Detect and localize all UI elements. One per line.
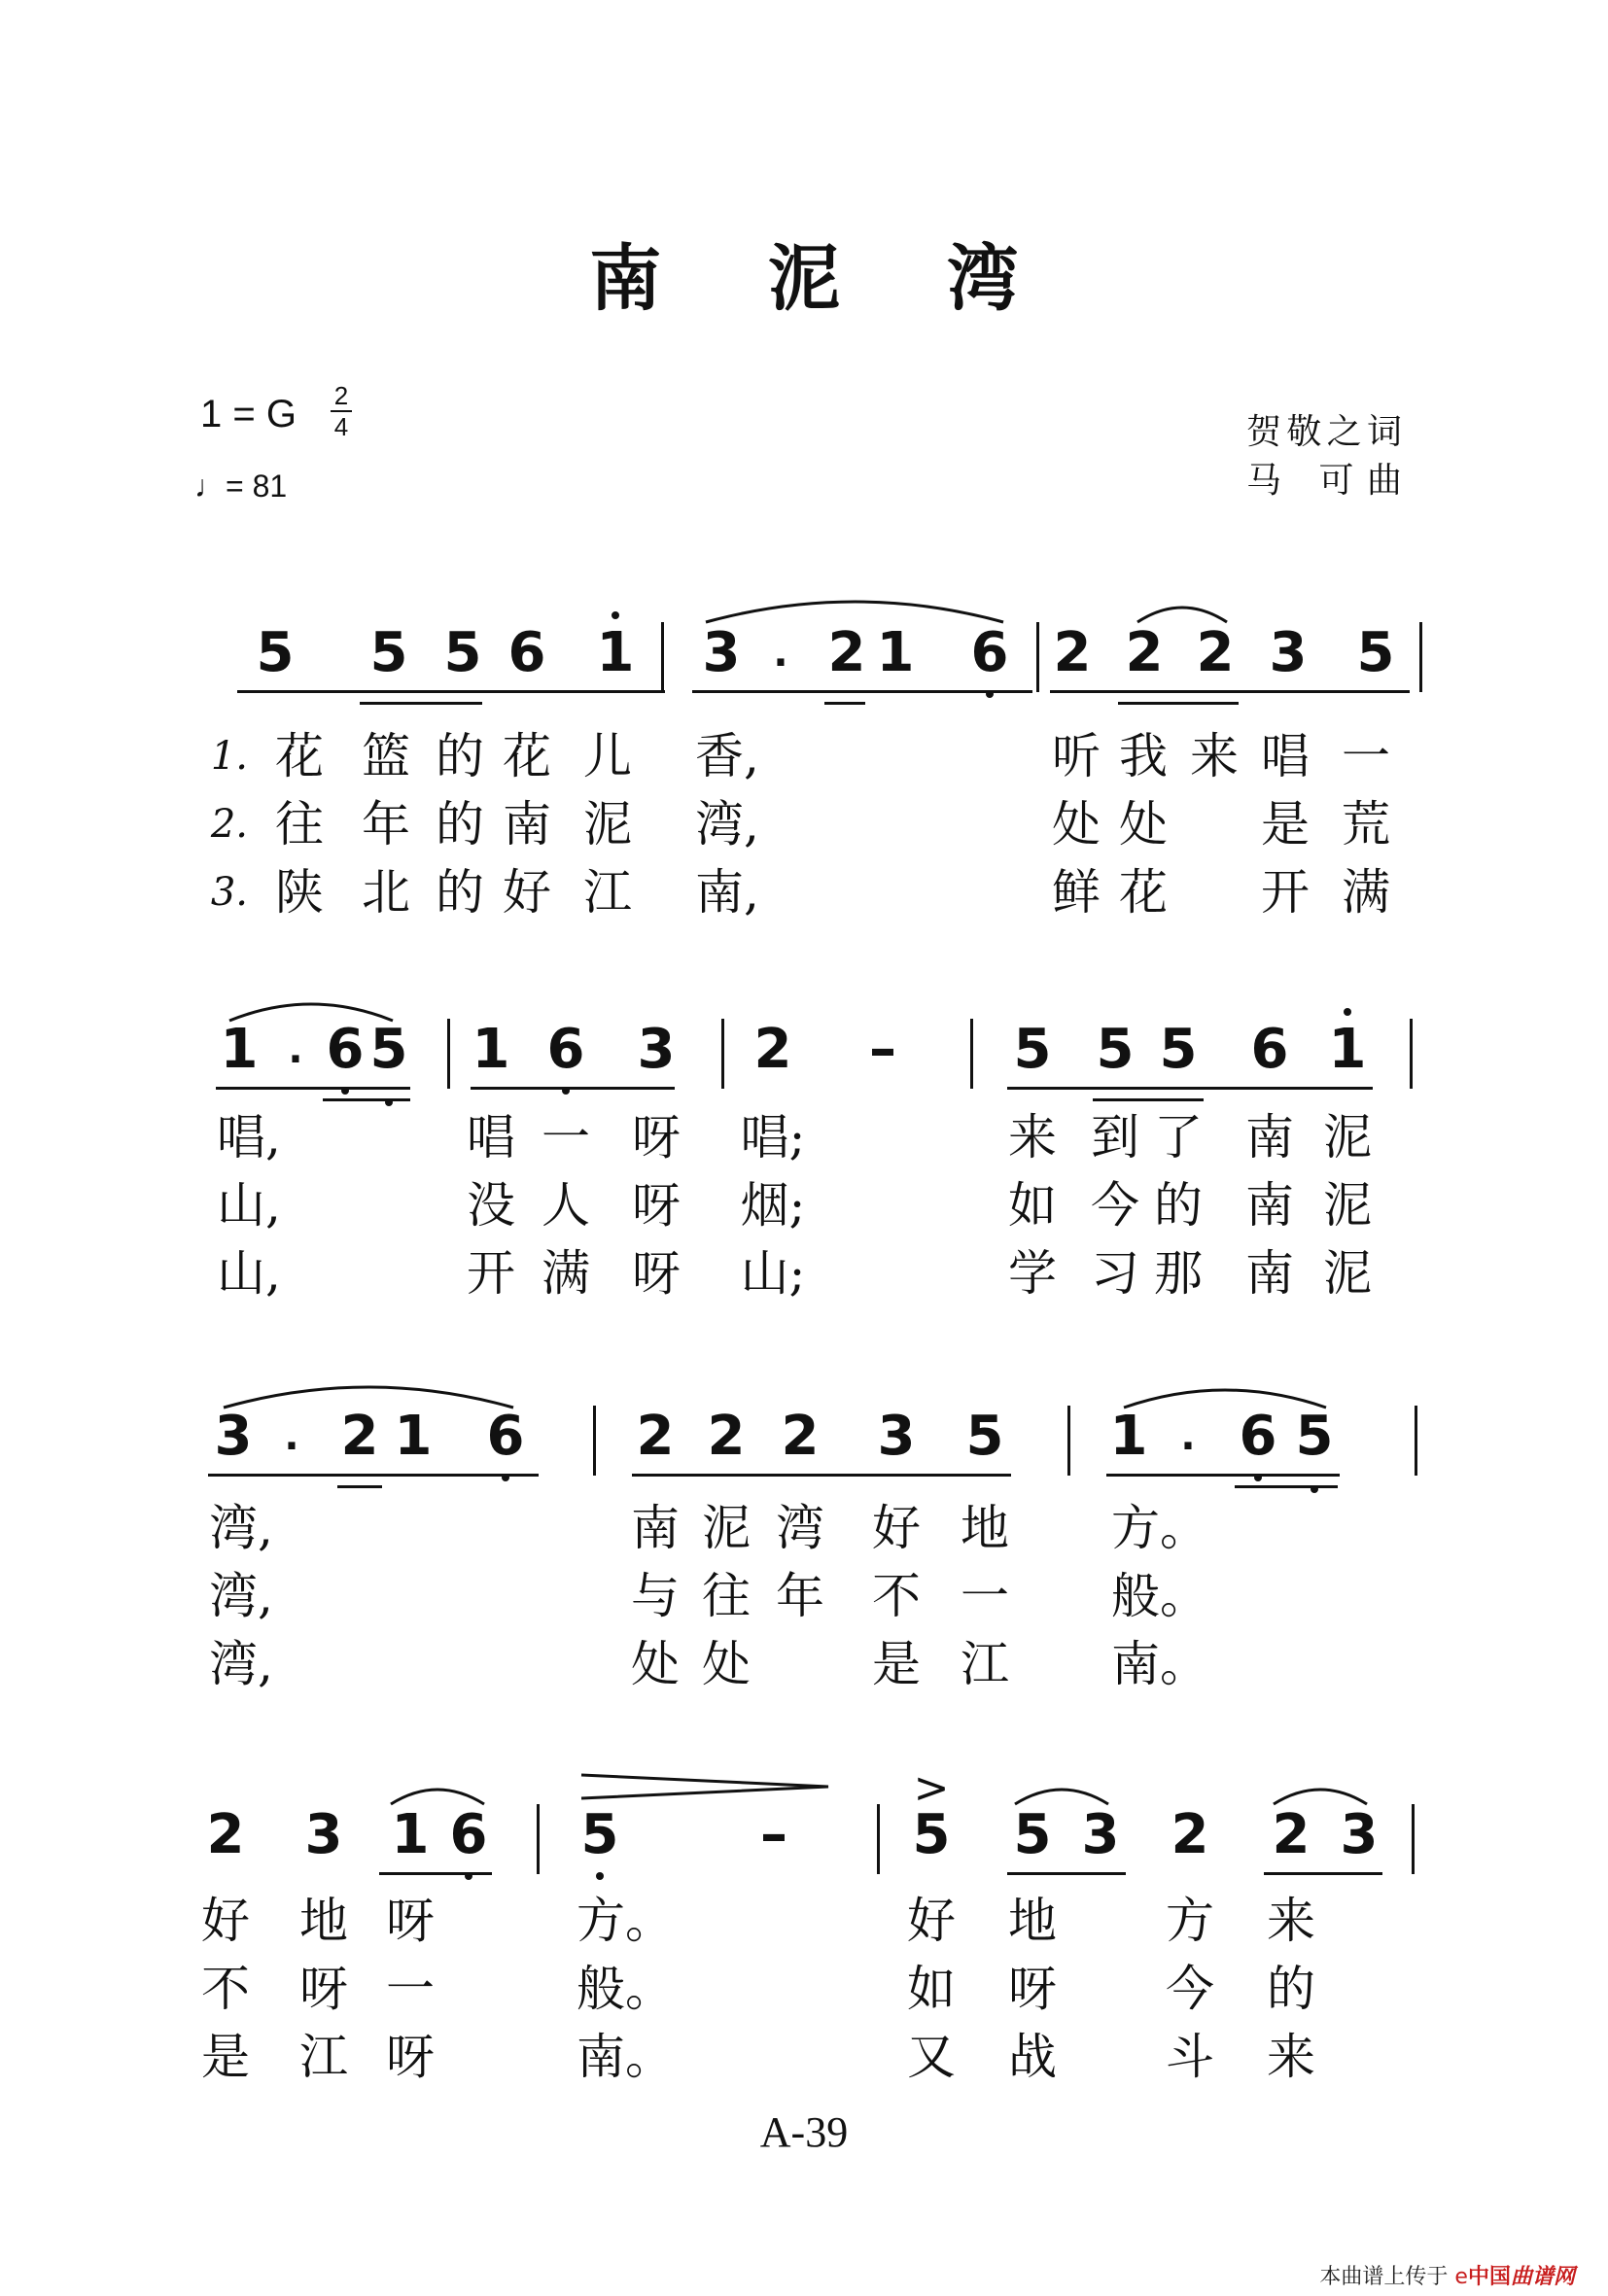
watermark-site-a: 中国 bbox=[1467, 2265, 1511, 2289]
augmentation-dot: · bbox=[284, 1424, 299, 1469]
underline bbox=[1235, 1485, 1338, 1488]
note: 5 bbox=[1295, 1405, 1334, 1468]
decrescendo-hairpin bbox=[579, 1773, 832, 1802]
lyricist-credit: 贺敬之词 bbox=[1246, 412, 1402, 452]
note: 2 bbox=[1053, 621, 1092, 684]
lyric: 是 bbox=[872, 1636, 921, 1692]
note: 3 bbox=[1081, 1803, 1120, 1866]
note: 5 bbox=[256, 621, 295, 684]
lyric: 地 bbox=[1008, 1893, 1057, 1949]
watermark bbox=[1319, 2260, 1575, 2290]
lyric: 荒 bbox=[1342, 796, 1390, 852]
lyric: 开 bbox=[467, 1245, 515, 1302]
lyric: 如 bbox=[907, 1961, 956, 2017]
notation-row bbox=[0, 622, 1608, 719]
lyric: 满 bbox=[1342, 864, 1390, 921]
lyric: 江 bbox=[583, 864, 632, 921]
underline bbox=[824, 702, 865, 705]
barline bbox=[447, 1019, 450, 1089]
lyric: 香, bbox=[695, 728, 759, 784]
underline bbox=[1050, 690, 1410, 693]
lyric: 南 bbox=[631, 1500, 680, 1556]
note: 3 bbox=[304, 1803, 343, 1866]
underline bbox=[360, 702, 482, 705]
lyric: 江 bbox=[961, 1636, 1009, 1692]
lyric: 呀 bbox=[386, 2029, 435, 2085]
note: 3 bbox=[214, 1405, 253, 1468]
slur bbox=[1011, 1779, 1112, 1808]
lyric: 陕 bbox=[275, 864, 324, 921]
underline bbox=[1264, 1872, 1382, 1875]
note: 1 bbox=[391, 1803, 430, 1866]
lyric: 的 bbox=[1267, 1961, 1315, 2017]
lyric: 年 bbox=[776, 1568, 824, 1624]
underline bbox=[1093, 1098, 1204, 1101]
lyric: 泥 bbox=[1323, 1109, 1372, 1165]
lyric: 北 bbox=[362, 864, 410, 921]
note: 5 bbox=[580, 1803, 619, 1866]
lyric: 唱 bbox=[1261, 728, 1310, 784]
lyric: 一 bbox=[386, 1961, 435, 2017]
lyric: 好 bbox=[872, 1500, 921, 1556]
lyric: 地 bbox=[961, 1500, 1009, 1556]
barline bbox=[877, 1804, 880, 1874]
slur bbox=[224, 993, 399, 1023]
lyric: 如 bbox=[1008, 1177, 1057, 1234]
lyric: 方。 bbox=[1111, 1500, 1208, 1556]
lyric: 山, bbox=[217, 1177, 281, 1234]
barline bbox=[721, 1019, 724, 1089]
slur bbox=[387, 1779, 488, 1808]
lyric: 花 bbox=[503, 728, 551, 784]
note: 6 bbox=[970, 621, 1009, 684]
lyric: 呀 bbox=[632, 1177, 681, 1234]
barline bbox=[661, 622, 664, 692]
high-octave-dot bbox=[1344, 1008, 1351, 1016]
note: 2 bbox=[753, 1018, 792, 1081]
underline bbox=[1007, 1872, 1126, 1875]
lyric: 泥 bbox=[1323, 1245, 1372, 1302]
lyric: 湾, bbox=[209, 1500, 273, 1556]
lyric: 鲜 bbox=[1052, 864, 1101, 921]
lyric: 南 bbox=[503, 796, 551, 852]
lyric: 花 bbox=[275, 728, 324, 784]
lyric: 篮 bbox=[362, 728, 410, 784]
note: 5 bbox=[1013, 1803, 1052, 1866]
note: 2 bbox=[1272, 1803, 1311, 1866]
note: 5 bbox=[369, 1018, 408, 1081]
site-logo-icon: e bbox=[1454, 2265, 1468, 2289]
augmentation-dot: · bbox=[288, 1037, 303, 1082]
barline bbox=[1067, 1406, 1070, 1476]
lyric: 呀 bbox=[299, 1961, 348, 2017]
lyric: 唱 bbox=[467, 1109, 515, 1165]
lyric: 一 bbox=[542, 1109, 590, 1165]
lyric: 一 bbox=[961, 1568, 1009, 1624]
lyric: 我 bbox=[1119, 728, 1168, 784]
note: 2 bbox=[707, 1405, 746, 1468]
lyric: 来 bbox=[1267, 1893, 1315, 1949]
lyric: 般。 bbox=[577, 1961, 674, 2017]
lyric: 南。 bbox=[1111, 1636, 1208, 1692]
note: 1 bbox=[876, 621, 915, 684]
underline bbox=[323, 1098, 410, 1101]
augmentation-dot: · bbox=[1180, 1424, 1196, 1469]
barline bbox=[1410, 1019, 1413, 1089]
note: – bbox=[869, 1018, 896, 1081]
lyric: 满 bbox=[542, 1245, 590, 1302]
score-line-3 bbox=[0, 1406, 1608, 1814]
lyric: 不 bbox=[872, 1568, 921, 1624]
lyric: 处 bbox=[631, 1636, 680, 1692]
verse-number: 3. bbox=[210, 870, 248, 915]
note: 2 bbox=[781, 1405, 820, 1468]
note: 6 bbox=[507, 621, 546, 684]
lyric: 来 bbox=[1190, 728, 1239, 784]
note: 3 bbox=[1269, 621, 1308, 684]
note: – bbox=[760, 1803, 787, 1866]
notation-row bbox=[0, 1406, 1608, 1503]
lyric: 习 bbox=[1091, 1245, 1139, 1302]
note: 3 bbox=[877, 1405, 916, 1468]
lyric: 南, bbox=[695, 864, 759, 921]
slur bbox=[700, 587, 1011, 626]
underline bbox=[208, 1474, 539, 1477]
note: 3 bbox=[1340, 1803, 1379, 1866]
underline bbox=[337, 1485, 382, 1488]
underline bbox=[237, 690, 665, 693]
note: 1 bbox=[220, 1018, 259, 1081]
lyric: 山, bbox=[217, 1245, 281, 1302]
tempo-marking bbox=[194, 469, 287, 504]
note: 1 bbox=[394, 1405, 433, 1468]
note: 5 bbox=[1096, 1018, 1135, 1081]
song-title: 南 泥 湾 bbox=[589, 237, 1060, 321]
barline bbox=[537, 1804, 540, 1874]
lyric: 处 bbox=[1119, 796, 1168, 852]
lyric: 往 bbox=[702, 1568, 751, 1624]
underline bbox=[692, 690, 1032, 693]
lyric: 呀 bbox=[1008, 1961, 1057, 2017]
note: 2 bbox=[340, 1405, 379, 1468]
lyric: 与 bbox=[631, 1568, 680, 1624]
note: 6 bbox=[1250, 1018, 1289, 1081]
lyric: 开 bbox=[1261, 864, 1310, 921]
lyric: 方 bbox=[1166, 1893, 1214, 1949]
accent-mark: > bbox=[913, 1763, 950, 1813]
note: 6 bbox=[486, 1405, 525, 1468]
note: 5 bbox=[369, 621, 408, 684]
barline bbox=[593, 1406, 596, 1476]
note: 2 bbox=[1171, 1803, 1209, 1866]
underline bbox=[1106, 1474, 1340, 1477]
barline bbox=[1419, 622, 1422, 692]
note: 1 bbox=[1109, 1405, 1148, 1468]
note: 2 bbox=[827, 621, 866, 684]
verse-number: 2. bbox=[210, 802, 248, 847]
lyric: 斗 bbox=[1166, 2029, 1214, 2085]
tempo-value: = 81 bbox=[226, 469, 288, 504]
lyric: 呀 bbox=[386, 1893, 435, 1949]
lyric: 战 bbox=[1008, 2029, 1057, 2085]
underline bbox=[632, 1474, 1011, 1477]
slur bbox=[1134, 597, 1231, 626]
lyric: 没 bbox=[467, 1177, 515, 1234]
underline bbox=[1007, 1087, 1373, 1090]
lyric: 江 bbox=[299, 2029, 348, 2085]
lyric: 处 bbox=[1052, 796, 1101, 852]
watermark-prefix: 本曲谱上传于 bbox=[1319, 2265, 1449, 2289]
slur bbox=[1118, 1378, 1332, 1411]
lyric: 山; bbox=[740, 1245, 806, 1302]
key-signature: 1 = G bbox=[200, 393, 297, 435]
note: 1 bbox=[1328, 1018, 1367, 1081]
lyric: 年 bbox=[362, 796, 410, 852]
note: 3 bbox=[637, 1018, 676, 1081]
lyric: 唱, bbox=[217, 1109, 281, 1165]
high-octave-dot bbox=[612, 611, 619, 619]
notation-row bbox=[0, 1763, 1608, 1901]
lyric: 好 bbox=[907, 1893, 956, 1949]
lyric: 听 bbox=[1052, 728, 1101, 784]
meter-denominator: 4 bbox=[333, 412, 349, 441]
lyric: 呀 bbox=[632, 1245, 681, 1302]
watermark-site-b: 曲谱网 bbox=[1510, 2265, 1575, 2289]
barline bbox=[1036, 622, 1039, 692]
lyric: 今 bbox=[1166, 1961, 1214, 2017]
lyric: 唱; bbox=[740, 1109, 806, 1165]
lyric: 泥 bbox=[702, 1500, 751, 1556]
lyric: 花 bbox=[1119, 864, 1168, 921]
note: 2 bbox=[636, 1405, 675, 1468]
note: 6 bbox=[326, 1018, 365, 1081]
lyric: 往 bbox=[275, 796, 324, 852]
lyric: 是 bbox=[201, 2029, 250, 2085]
underline bbox=[216, 1087, 410, 1090]
lyric: 儿 bbox=[583, 728, 632, 784]
slur bbox=[218, 1373, 519, 1411]
lyric: 湾, bbox=[209, 1636, 273, 1692]
note: 6 bbox=[449, 1803, 488, 1866]
lyric: 不 bbox=[201, 1961, 250, 2017]
lyric: 又 bbox=[907, 2029, 956, 2085]
note: 2 bbox=[206, 1803, 245, 1866]
note: 5 bbox=[1159, 1018, 1198, 1081]
lyric: 般。 bbox=[1111, 1568, 1208, 1624]
underline bbox=[1118, 702, 1239, 705]
lyric: 泥 bbox=[583, 796, 632, 852]
lyric: 南 bbox=[1245, 1109, 1294, 1165]
lyric: 南 bbox=[1245, 1177, 1294, 1234]
lyric: 一 bbox=[1342, 728, 1390, 784]
lyric: 好 bbox=[503, 864, 551, 921]
note: 5 bbox=[1013, 1018, 1052, 1081]
barline bbox=[970, 1019, 973, 1089]
lyric: 的 bbox=[436, 864, 484, 921]
lyric: 南 bbox=[1245, 1245, 1294, 1302]
lyric: 湾 bbox=[776, 1500, 824, 1556]
note: 5 bbox=[443, 621, 482, 684]
lyric: 到 bbox=[1091, 1109, 1139, 1165]
lyric: 来 bbox=[1008, 1109, 1057, 1165]
quarter-note-icon: ♩ bbox=[194, 469, 226, 504]
lyric: 人 bbox=[542, 1177, 590, 1234]
lyric: 了 bbox=[1154, 1109, 1203, 1165]
lyric: 的 bbox=[436, 796, 484, 852]
note: 1 bbox=[596, 621, 635, 684]
note: 1 bbox=[472, 1018, 510, 1081]
note: 5 bbox=[1356, 621, 1395, 684]
lyric: 泥 bbox=[1323, 1177, 1372, 1234]
underline bbox=[379, 1872, 492, 1875]
note: 6 bbox=[1239, 1405, 1277, 1468]
lyric: 烟; bbox=[740, 1177, 806, 1234]
lyric: 南。 bbox=[577, 2029, 674, 2085]
notation-row bbox=[0, 1019, 1608, 1116]
lyric: 湾, bbox=[695, 796, 759, 852]
note: 5 bbox=[965, 1405, 1004, 1468]
verse-number: 1. bbox=[210, 734, 248, 779]
lyric: 的 bbox=[1154, 1177, 1203, 1234]
barline bbox=[1412, 1804, 1415, 1874]
lyric: 方。 bbox=[577, 1893, 674, 1949]
note: 2 bbox=[1125, 621, 1164, 684]
barline bbox=[1415, 1406, 1417, 1476]
lyric: 好 bbox=[201, 1893, 250, 1949]
augmentation-dot: · bbox=[773, 641, 788, 685]
lyric: 学 bbox=[1008, 1245, 1057, 1302]
slur bbox=[1270, 1779, 1371, 1808]
note: 6 bbox=[546, 1018, 585, 1081]
composer-credit: 马 可曲 bbox=[1246, 461, 1402, 501]
score-line-1 bbox=[0, 622, 1608, 1030]
lyric: 今 bbox=[1091, 1177, 1139, 1234]
score-line-2 bbox=[0, 1019, 1608, 1427]
time-signature bbox=[329, 381, 354, 441]
lyric: 那 bbox=[1154, 1245, 1203, 1302]
lyric: 来 bbox=[1267, 2029, 1315, 2085]
lyric: 呀 bbox=[632, 1109, 681, 1165]
low-octave-dot bbox=[596, 1872, 604, 1880]
page-number: A-39 bbox=[759, 2108, 849, 2156]
note: 3 bbox=[702, 621, 741, 684]
lyric: 是 bbox=[1261, 796, 1310, 852]
note: 5 bbox=[912, 1803, 951, 1866]
lyric: 湾, bbox=[209, 1568, 273, 1624]
note: 2 bbox=[1196, 621, 1235, 684]
underline bbox=[471, 1087, 675, 1090]
lyric: 的 bbox=[436, 728, 484, 784]
lyric: 处 bbox=[702, 1636, 751, 1692]
lyric: 地 bbox=[299, 1893, 348, 1949]
meter-numerator: 2 bbox=[333, 381, 349, 410]
